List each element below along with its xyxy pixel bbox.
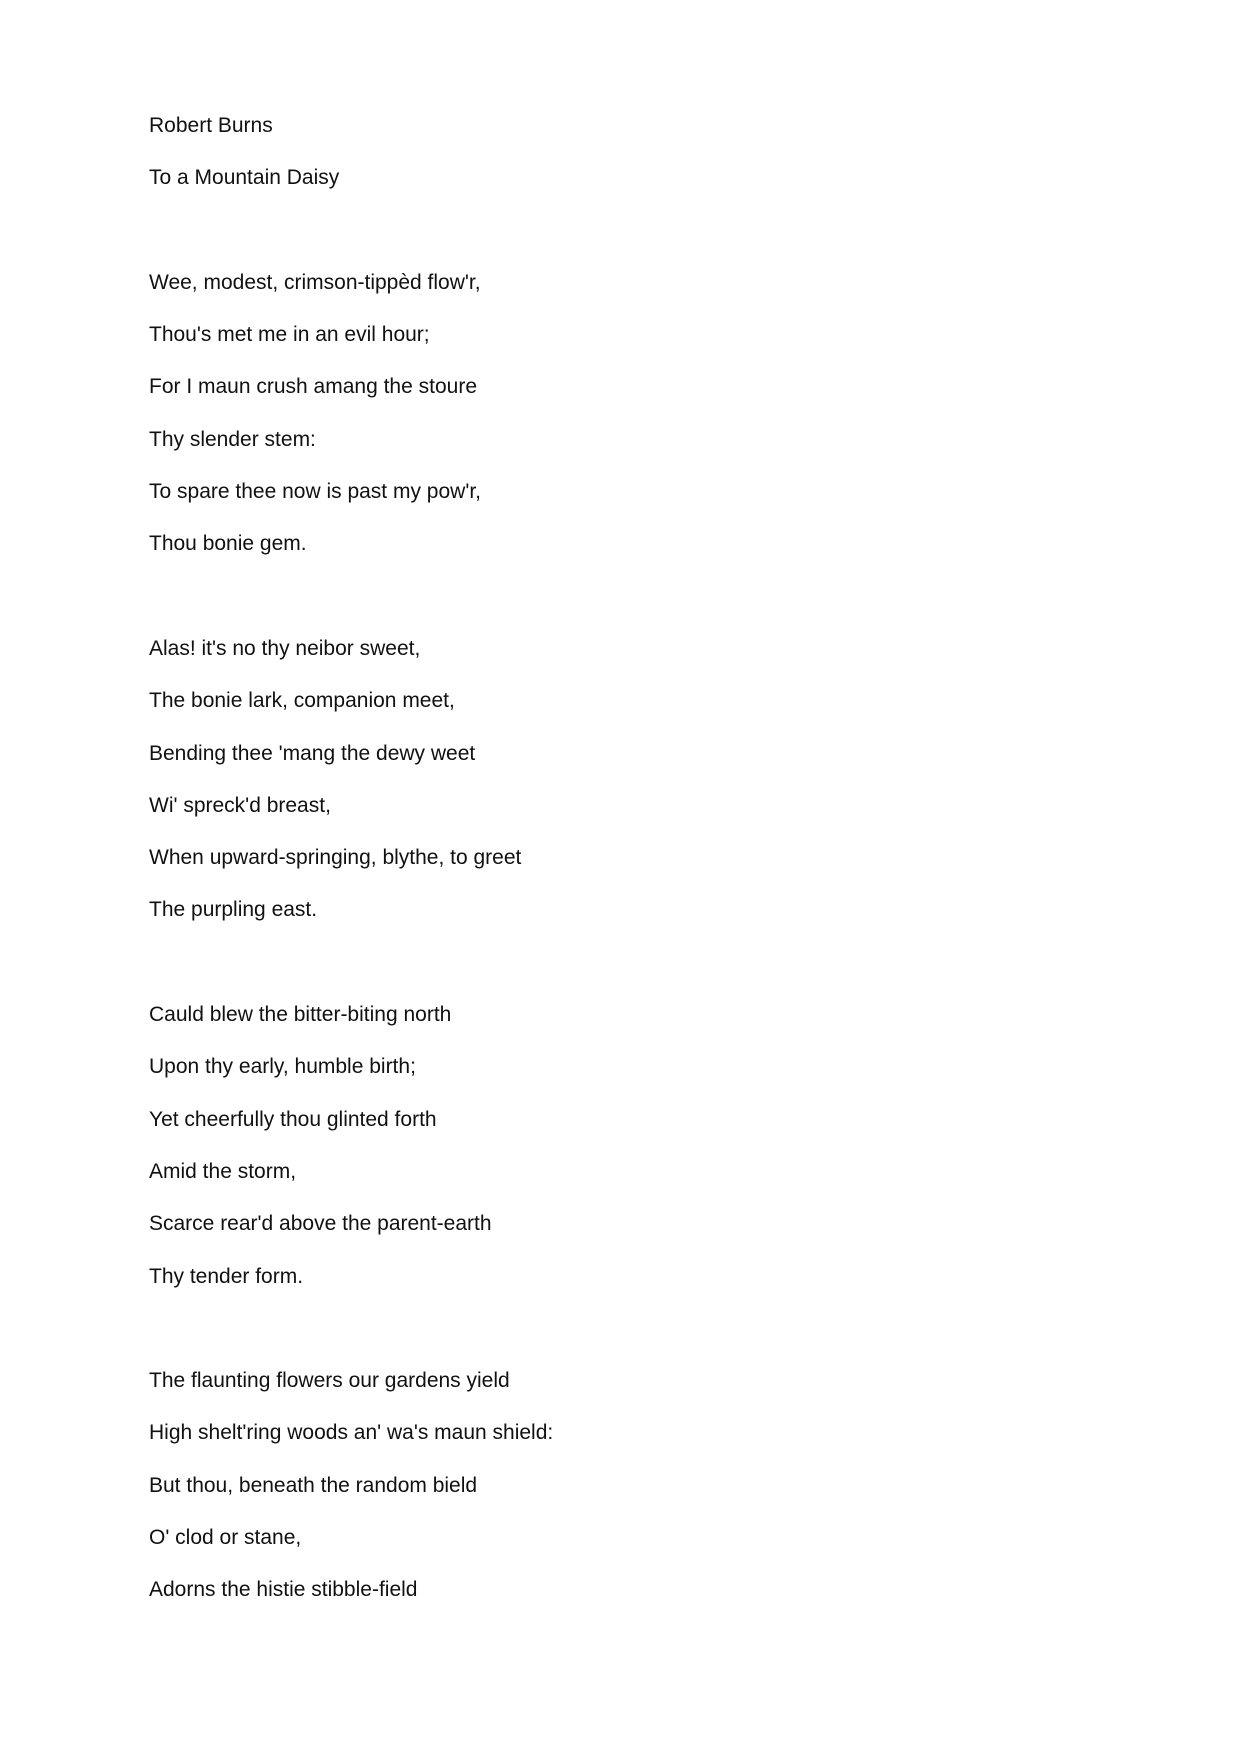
poem-line: Alas! it's no thy neibor sweet, [149,636,421,660]
poem-line: Cauld blew the bitter-biting north [149,1003,452,1027]
poem-line: But thou, beneath the random bield [149,1473,478,1497]
stanza-1 [149,267,1129,581]
poem-line: High shelt'ring woods an' wa's maun shield: [149,1421,554,1445]
poem-line: Amid the storm, [149,1159,297,1183]
poem-line: Yet cheerfully thou glinted forth [149,1107,437,1131]
poem-line: Wee, modest, crimson-tippèd flow'r, [149,270,481,294]
poem-line: Upon thy early, humble birth; [149,1055,416,1079]
poem-line: The purpling east. [149,898,318,922]
stanza-gap [149,581,1129,633]
poem-line: The flaunting flowers our gardens yield [149,1369,510,1393]
poem-line: For I maun crush amang the stoure [149,375,477,399]
author-name: Robert Burns [149,114,273,137]
poem-line: To spare thee now is past my pow'r, [149,480,482,504]
poem-line: Adorns the histie stibble-field [149,1578,418,1602]
stanza-gap [149,1313,1129,1365]
poem-line: When upward-springing, blythe, to greet [149,846,522,870]
poem-line: Wi' spreck'd breast, [149,793,331,817]
poem-line: Scarce rear'd above the parent-earth [149,1212,492,1236]
stanza-gap [149,947,1129,999]
poem-title: To a Mountain Daisy [149,166,340,190]
poem-line: Thou bonie gem. [149,532,307,556]
stanza-4 [149,1365,1129,1626]
poem-line: Bending thee 'mang the dewy weet [149,741,476,765]
poem-line: The bonie lark, companion meet, [149,689,455,713]
poem-text [149,110,1129,1627]
stanza-3 [149,999,1129,1313]
poem-line: Thou's met me in an evil hour; [149,323,430,347]
stanza-gap [149,215,1129,267]
poem-line: O' clod or stane, [149,1526,302,1550]
poem-line: Thy slender stem: [149,427,316,451]
poem-line: Thy tender form. [149,1264,304,1288]
stanza-2 [149,633,1129,947]
